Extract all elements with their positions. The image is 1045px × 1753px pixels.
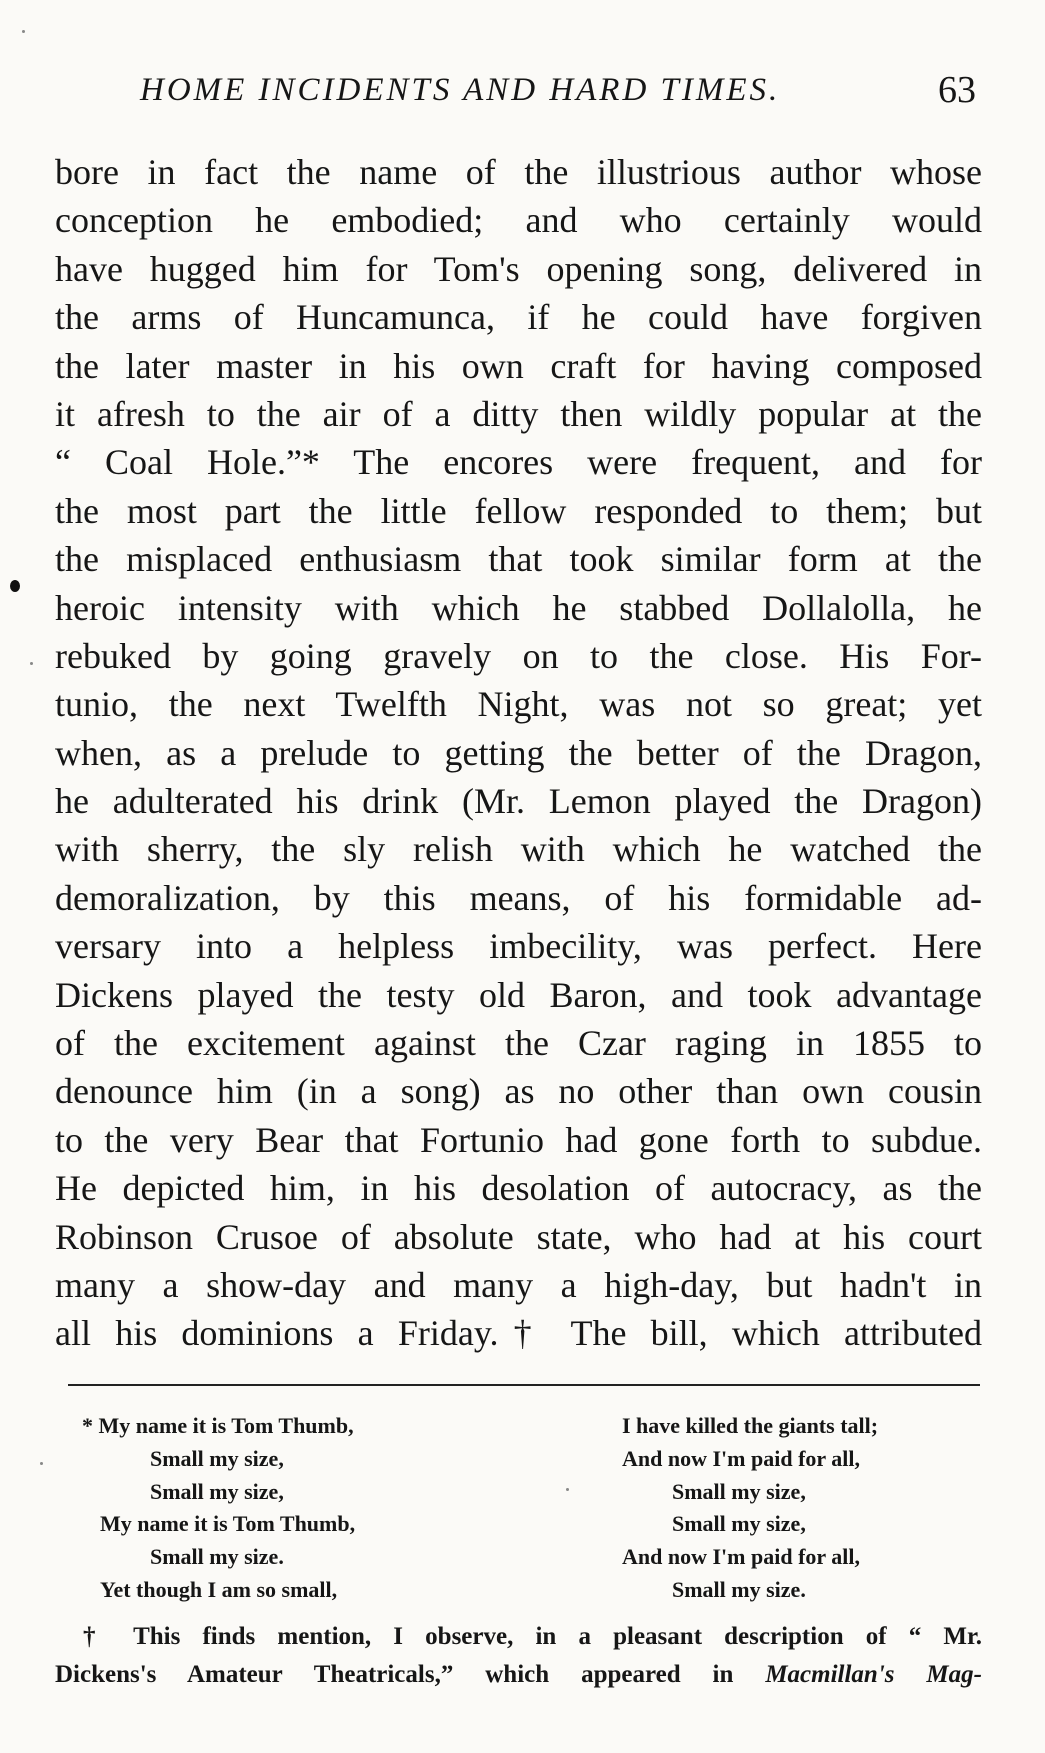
- body-line: “ Coal Hole.”* The encores were frequent, and for: [55, 442, 982, 483]
- body-line: denounce him (in a song) as no other than own cousin: [55, 1071, 982, 1112]
- body-line: it afresh to the air of a ditty then wildly popular at the: [55, 393, 982, 434]
- dagger-footnote: [55, 1618, 982, 1694]
- verse-line: Small my size,: [672, 1511, 806, 1537]
- body-line: the misplaced enthusiasm that took similar form at the: [55, 539, 982, 580]
- running-head: [140, 72, 964, 109]
- footnote-line: [55, 1656, 982, 1694]
- body-line: bore in fact the name of the illustrious author whose: [55, 152, 982, 192]
- verse-line: Small my size,: [150, 1445, 284, 1471]
- body-line: Robinson Crusoe of absolute state, who had at his court: [55, 1216, 982, 1257]
- verse-line: My name it is Tom Thumb,: [100, 1511, 356, 1537]
- paper-speck: [22, 30, 25, 33]
- footnote-line: † This finds mention, I observe, in a pleasant description of “ Mr.: [83, 1623, 982, 1650]
- body-line: He depicted him, in his desolation of autocracy, as the: [55, 1168, 982, 1209]
- body-line: many a show-day and many a high-day, but hadn't in: [55, 1264, 982, 1305]
- body-line: versary into a helpless imbecility, was perfect. Here: [55, 926, 982, 967]
- body-line: to the very Bear that Fortunio had gone forth to subdue.: [55, 1119, 982, 1160]
- verse-line: Small my size.: [150, 1544, 284, 1570]
- verse-line: Small my size.: [672, 1576, 806, 1602]
- body-line: when, as a prelude to getting the better of the Dragon,: [55, 732, 982, 773]
- body-line: heroic intensity with which he stabbed Dollalolla, he: [55, 587, 982, 628]
- body-line: have hugged him for Tom's opening song, delivered in: [55, 248, 982, 289]
- paper-speck: [40, 1462, 43, 1465]
- body-line: with sherry, the sly relish with which he watched the: [55, 829, 982, 870]
- page-number: 63: [938, 69, 976, 111]
- body-line: demoralization, by this means, of his formidable ad-: [55, 877, 982, 918]
- body-line: all his dominions a Friday.† The bill, which attributed: [55, 1313, 982, 1354]
- paper-speck: [30, 662, 33, 665]
- paper-speck: [566, 1488, 569, 1491]
- verse-line: Small my size,: [150, 1478, 284, 1504]
- verse-line: I have killed the giants tall;: [622, 1413, 879, 1438]
- footnote-rule: [68, 1384, 980, 1386]
- verse-line: Yet though I am so small,: [100, 1576, 338, 1602]
- verse-line: And now I'm paid for all,: [622, 1445, 860, 1471]
- footnote-text: Dickens's Amateur Theatricals,” which appeared in: [55, 1661, 766, 1688]
- running-title: HOME INCIDENTS AND HARD TIMES.: [140, 72, 781, 108]
- body-line: the arms of Huncamunca, if he could have forgiven: [55, 297, 982, 338]
- body-text: [55, 148, 982, 1358]
- body-line: the later master in his own craft for having composed: [55, 345, 982, 386]
- body-line: conception he embodied; and who certainly would: [55, 200, 982, 241]
- body-line: the most part the little fellow responded to them; but: [55, 490, 982, 531]
- verse-line: And now I'm paid for all,: [622, 1544, 860, 1570]
- verse-column-left: [82, 1410, 502, 1607]
- magazine-title: Macmillan's Mag-: [765, 1661, 982, 1688]
- body-line: rebuked by going gravely on to the close. His For-: [55, 635, 982, 676]
- body-line: of the excitement against the Czar raging in 1855 to: [55, 1023, 982, 1064]
- body-line: tunio, the next Twelfth Night, was not so great; yet: [55, 684, 982, 725]
- ink-blot-mark: [10, 580, 20, 592]
- verse-line: * My name it is Tom Thumb,: [82, 1413, 354, 1438]
- verse-column-right: [622, 1410, 1002, 1607]
- body-line: Dickens played the testy old Baron, and took advantage: [55, 974, 982, 1015]
- body-line: he adulterated his drink (Mr. Lemon played the Dragon): [55, 781, 982, 822]
- verse-line: Small my size,: [672, 1478, 806, 1504]
